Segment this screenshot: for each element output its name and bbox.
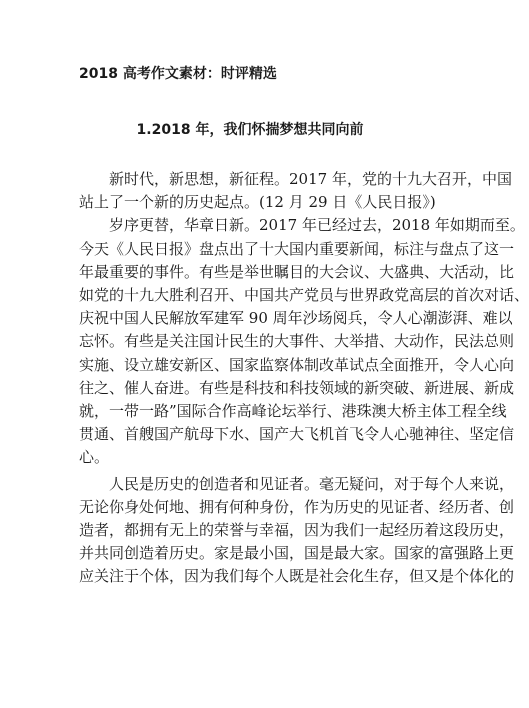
text-line: 站上了一个新的历史起点。(12 月 29 日《人民日报》) <box>79 193 436 212</box>
document-title: 2018 高考作文素材：时评精选 <box>79 66 277 82</box>
text-line: 就，一带一路”国际合作高峰论坛举行、港珠澳大桥主体工程全线 <box>79 402 507 421</box>
document-body <box>79 168 529 589</box>
text-line: 年最重要的事件。有些是举世瞩目的大会议、大盛典、大活动，比 <box>79 262 515 281</box>
text-line: 实施、设立雄安新区、国家监察体制改革试点全面推开，令人心向 <box>79 355 515 374</box>
text-line: 无论你身处何地、拥有何种身份，作为历史的见证者、经历者、创 <box>79 497 515 516</box>
text-line: 往之、催人奋进。有些是科技和科技领域的新突破、新进展、新成 <box>79 378 515 397</box>
paragraph-3 <box>79 473 515 589</box>
text-line: 忘怀。有些是关注国计民生的大事件、大举措、大动作，民法总则 <box>79 332 515 351</box>
text-line: 造者，都拥有无上的荣誉与幸福，因为我们一起经历着这段历史， <box>79 521 515 540</box>
paragraph-2 <box>79 214 529 469</box>
text-line: 新时代，新思想，新征程。2017 年，党的十九大召开，中国 <box>79 170 512 188</box>
text-line: 并共同创造着历史。家是最小国，国是最大家。国家的富强路上更 <box>79 544 515 563</box>
text-line: 庆祝中国人民解放军建军 90 周年沙场阅兵，令人心潮澎湃、难以 <box>79 309 513 328</box>
text-line: 贯通、首艘国产航母下水、国产大飞机首飞令人心驰神往、坚定信 <box>79 425 515 444</box>
paragraph-1 <box>79 168 512 214</box>
text-line: 岁序更替，华章日新。2017 年已经过去，2018 年如期而至。 <box>79 216 525 235</box>
text-line: 今天《人民日报》盘点出了十大国内重要新闻，标注与盘点了这一 <box>79 239 515 258</box>
text-line: 应关注于个体，因为我们每个人既是社会化生存，但又是个体化的 <box>79 567 515 586</box>
section-title: 1.2018 年，我们怀揣梦想共同向前 <box>136 122 364 138</box>
text-line: 人民是历史的创造者和见证者。毫无疑问，对于每个人来说， <box>79 474 515 493</box>
text-line: 如党的十九大胜利召开、中国共产党员与世界政党高层的首次对话、 <box>79 286 529 305</box>
text-line: 心。 <box>79 448 110 467</box>
